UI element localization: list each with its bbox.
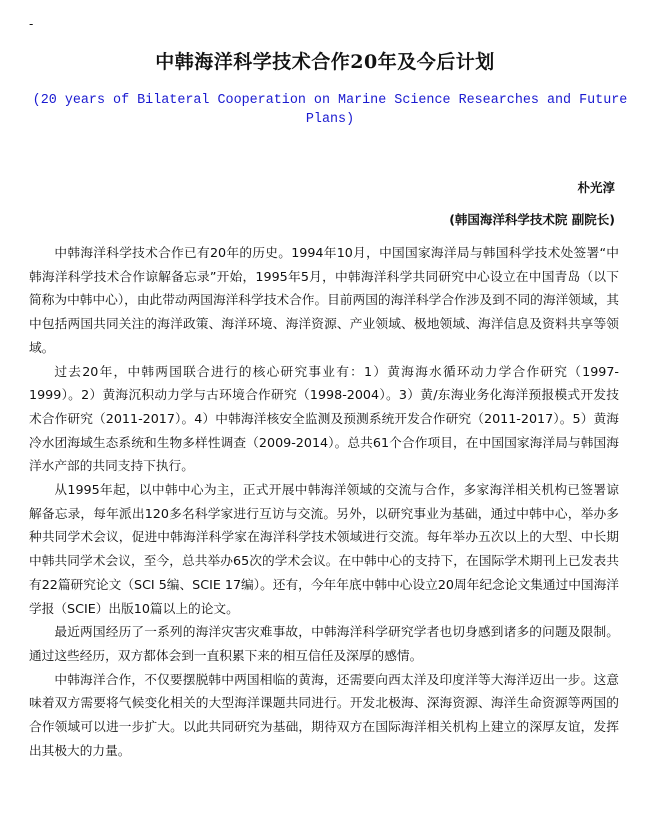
corner-mark: - [29,17,34,31]
author-affiliation: (韩国海洋科学技术院 副院长) [449,212,615,227]
paragraph: 最近两国经历了一系列的海洋灾害灾难事故，中韩海洋科学研究学者也切身感到诸多的问题及限制。通过这些经历，双方都体会到一直积累下来的相互信任及深厚的感情。 [29,624,619,663]
paragraph: 中韩海洋合作，不仅要摆脱韩中两国相临的黄海，还需要向西太洋及印度洋等大海洋迈出一步。这意味着双方需要将气候变化相关的大型海洋课题共同进行。开发北极海、深海资源、海洋生命资源等两国的合作领域可以进一步扩大。以此共同研究为基础，期待双方在国际海洋相关机构上建立的深厚友谊，发挥出其极大的力量。 [29,671,619,758]
paragraph: 从1995年起，以中韩中心为主，正式开展中韩海洋领域的交流与合作，多家海洋相关机构已签署谅解备忘录，每年派出120多名科学家进行互访与交流。另外，以研究事业为基础，通过中韩中心，举办多种共同学术会议，促进中韩海洋科学家在海洋科学技术领域进行交流。每年举办五次以上的大型、中长期中韩共同学术会议，至今，总共举办65次的学术会议。在中韩中心的支持下，在国际学术期刊上已发表共有22篇研究论文（SCI 5编、SCIE 17编）。还有，今年年底中韩中心设立20周年纪念论文集通过中国海洋学报（SCIE）出版10篇以上的论文。 [29,482,619,616]
paragraph: 中韩海洋科学技术合作已有20年的历史。1994年10月，中国国家海洋局与韩国科学技术处签署“中韩海洋科学技术合作谅解备忘录”开始，1995年5月，中韩海洋科学共同研究中心设立在中国青岛（以下简称为中韩中心），由此带动两国海洋科学技术合作。目前两国的海洋科学合作涉及到不同的海洋领域，其中包括两国共同关注的海洋政策、海洋环境、海洋资源、产业领域、极地领域、海洋信息及资料共享等领域。 [29,245,619,355]
page-title: 中韩海洋科学技术合作20年及今后计划 [155,51,495,73]
paragraph: 过去20年，中韩两国联合进行的核心研究事业有：1）黄海海水循环动力学合作研究（1997-1999）。2）黄海沉积动力学与古环境合作研究（1998-2004）。3）黄/东海业务化海洋预报模式开发技术合作研究（2011-2017）。4）中韩海洋核安全监测及预测系统开发合作研究（2011-2017）。5）黄海冷水团海域生态系统和生物多样性调查（2009-2014）。总共61个合作项目，在中国国家海洋局与韩国海洋水产部的共同支持下执行。 [29,363,619,474]
author-name: 朴光淳 [577,180,615,195]
page-subtitle: (20 years of Bilateral Cooperation on Marine Science Researches and Future Plans) [32,93,628,127]
body-text [29,241,619,762]
